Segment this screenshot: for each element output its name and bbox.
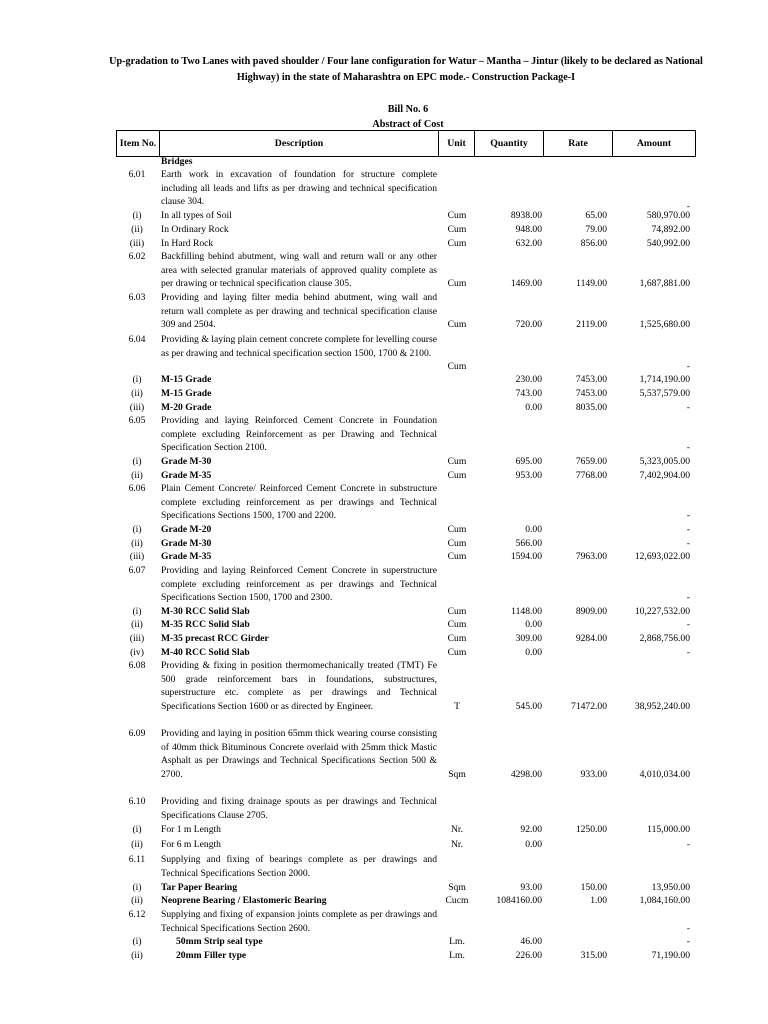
description-cell: Providing and laying filter media behind abutment, wing wall and return wall complete as per drawing and technical specification clause 309 and 2504. bbox=[161, 292, 437, 331]
quantity-cell: 1469.00 bbox=[510, 278, 542, 289]
description-cell: Plain Cement Concrete/ Reinforced Cement Concrete in substructure complete excluding reinforcement as per drawings and Technical Specifications Sections 1500, 1700 and 2200. bbox=[161, 483, 437, 522]
amount-cell: 38,952,240.00 bbox=[634, 701, 690, 712]
rate-cell: 7659.00 bbox=[575, 456, 607, 467]
unit-cell: Cum bbox=[447, 633, 467, 644]
header-rate: Rate bbox=[568, 138, 588, 149]
bill-number: Bill No. 6 bbox=[387, 104, 429, 115]
item-number-cell: (iii) bbox=[129, 402, 145, 413]
description-cell: In all types of Soil bbox=[161, 210, 232, 221]
unit-cell: Lm. bbox=[449, 950, 465, 961]
rate-cell: 315.00 bbox=[580, 950, 607, 961]
rate-cell: 856.00 bbox=[580, 238, 607, 249]
item-number-cell: 6.07 bbox=[128, 565, 146, 576]
quantity-cell: 8938.00 bbox=[510, 210, 542, 221]
rate-cell: 79.00 bbox=[585, 224, 607, 235]
amount-cell: 13,950.00 bbox=[651, 882, 690, 893]
amount-cell: 10,227,532.00 bbox=[634, 606, 690, 617]
description-cell: Providing & laying plain cement concrete complete for levelling course as per drawing and technical specification section 1500, 1700 & 2100. bbox=[161, 334, 437, 359]
rate-cell: 150.00 bbox=[580, 882, 607, 893]
item-number-cell: (ii) bbox=[131, 839, 143, 850]
rate-cell: 1149.00 bbox=[576, 278, 607, 289]
item-number-cell: (i) bbox=[132, 456, 142, 467]
unit-cell: Cucm bbox=[445, 895, 469, 906]
amount-cell: - bbox=[686, 936, 690, 947]
amount-cell: 1,525,680.00 bbox=[639, 319, 690, 330]
item-number-cell: (i) bbox=[132, 606, 142, 617]
description-cell: Backfilling behind abutment, wing wall and return wall or any other area with selected granular materials of approved quality complete as per drawing or technical specification clause 305. bbox=[161, 251, 437, 290]
description-cell: Supplying and fixing of bearings complete as per drawings and Technical Specifications Section 2000. bbox=[161, 854, 437, 879]
description-cell: Grade M-35 bbox=[161, 551, 212, 562]
quantity-cell: 1148.00 bbox=[511, 606, 542, 617]
amount-cell: 1,084,160.00 bbox=[639, 895, 690, 906]
description-cell: For 6 m Length bbox=[161, 839, 221, 850]
description-cell: Bridges bbox=[161, 156, 193, 167]
rate-cell: 1.00 bbox=[590, 895, 607, 906]
item-number-cell: 6.04 bbox=[128, 334, 146, 345]
rate-cell: 8909.00 bbox=[575, 606, 607, 617]
description-cell: M-15 Grade bbox=[161, 374, 212, 385]
quantity-cell: 92.00 bbox=[520, 824, 542, 835]
quantity-cell: 1594.00 bbox=[510, 551, 542, 562]
item-number-cell: 6.08 bbox=[128, 660, 146, 671]
bill-subtitle: Abstract of Cost bbox=[372, 119, 444, 130]
quantity-cell: 226.00 bbox=[515, 950, 542, 961]
rate-cell: 2119.00 bbox=[576, 319, 607, 330]
amount-cell: 1,687,881.00 bbox=[639, 278, 690, 289]
header-unit: Unit bbox=[447, 138, 466, 149]
unit-cell: Lm. bbox=[449, 936, 465, 947]
item-number-cell: (iv) bbox=[130, 647, 144, 658]
description-cell: M-30 RCC Solid Slab bbox=[161, 606, 250, 617]
item-number-cell: 6.05 bbox=[128, 415, 146, 426]
description-cell: M-20 Grade bbox=[161, 402, 212, 413]
rate-cell: 933.00 bbox=[580, 769, 607, 780]
item-number-cell: 6.06 bbox=[128, 483, 146, 494]
amount-cell: - bbox=[686, 510, 690, 521]
item-number-cell: (ii) bbox=[131, 224, 143, 235]
description-cell: Grade M-35 bbox=[161, 470, 212, 481]
quantity-cell: 46.00 bbox=[520, 936, 542, 947]
quantity-cell: 0.00 bbox=[525, 524, 542, 535]
unit-cell: Cum bbox=[447, 606, 467, 617]
amount-cell: 5,537,579.00 bbox=[639, 388, 690, 399]
item-number-cell: (i) bbox=[132, 374, 142, 385]
rate-cell: 9284.00 bbox=[575, 633, 607, 644]
header-item-no: Item No. bbox=[119, 138, 157, 149]
rate-cell: 8035.00 bbox=[575, 402, 607, 413]
item-number-cell: (ii) bbox=[131, 470, 143, 481]
quantity-cell: 93.00 bbox=[520, 882, 542, 893]
description-cell: In Hard Rock bbox=[161, 238, 214, 249]
description-cell: Supplying and fixing of expansion joints complete as per drawings and Technical Specifications Section 2600. bbox=[161, 909, 437, 934]
amount-cell: 5,323,005.00 bbox=[639, 456, 690, 467]
description-cell: M-35 RCC Solid Slab bbox=[161, 619, 250, 630]
rate-cell: 7453.00 bbox=[575, 388, 607, 399]
item-number-cell: (i) bbox=[132, 936, 142, 947]
quantity-cell: 4298.00 bbox=[510, 769, 542, 780]
amount-cell: - bbox=[686, 201, 690, 212]
quantity-cell: 1084160.00 bbox=[496, 895, 542, 906]
description-cell: Providing and laying Reinforced Cement Concrete in superstructure complete excluding reinforcement as per drawings and Technical Specifications Section 1500, 1700 and 2300. bbox=[161, 565, 437, 604]
item-number-cell: (iii) bbox=[129, 633, 145, 644]
unit-cell: Sqm bbox=[448, 882, 466, 893]
amount-cell: 4,010,034.00 bbox=[639, 769, 690, 780]
unit-cell: Cum bbox=[447, 319, 467, 330]
item-number-cell: 6.10 bbox=[128, 796, 146, 807]
unit-cell: Cum bbox=[447, 551, 467, 562]
quantity-cell: 953.00 bbox=[515, 470, 542, 481]
header-quantity: Quantity bbox=[490, 138, 528, 149]
header-amount: Amount bbox=[636, 138, 672, 149]
description-cell: Providing & fixing in position thermomechanically treated (TMT) Fe 500 grade reinforcement bars in foundations, substructures, superstructure etc. complete as per drawings and Technical Specifications Section 1600 or as directed by Engineer. bbox=[161, 660, 437, 712]
item-number-cell: (i) bbox=[132, 524, 142, 535]
unit-cell: Cum bbox=[447, 524, 467, 535]
amount-cell: - bbox=[686, 619, 690, 630]
rate-cell: 1250.00 bbox=[575, 824, 607, 835]
amount-cell: - bbox=[686, 923, 690, 934]
document-title: Up-gradation to Two Lanes with paved shoulder / Four lane configuration for Watur – Mantha – Jintur (likely to be declared as National Highway) in the state of Maharashtra on EPC mode.- Construction Package-I bbox=[109, 56, 703, 83]
unit-cell: Cum bbox=[447, 278, 467, 289]
quantity-cell: 566.00 bbox=[515, 538, 542, 549]
description-cell: M-15 Grade bbox=[161, 388, 212, 399]
item-number-cell: (ii) bbox=[131, 538, 143, 549]
amount-cell: 74,892.00 bbox=[651, 224, 690, 235]
quantity-cell: 545.00 bbox=[515, 701, 542, 712]
description-cell: Neoprene Bearing / Elastomeric Bearing bbox=[161, 895, 327, 906]
quantity-cell: 0.00 bbox=[525, 647, 542, 658]
description-cell: M-40 RCC Solid Slab bbox=[161, 647, 250, 658]
amount-cell: 71,190.00 bbox=[651, 950, 690, 961]
amount-cell: - bbox=[686, 592, 690, 603]
amount-cell: 12,693,022.00 bbox=[634, 551, 690, 562]
item-number-cell: (ii) bbox=[131, 619, 143, 630]
description-cell: For 1 m Length bbox=[161, 824, 221, 835]
quantity-cell: 948.00 bbox=[515, 224, 542, 235]
item-number-cell: 6.03 bbox=[128, 292, 146, 303]
unit-cell: Cum bbox=[447, 456, 467, 467]
quantity-cell: 695.00 bbox=[515, 456, 542, 467]
amount-cell: 580,970.00 bbox=[646, 210, 690, 221]
amount-cell: - bbox=[686, 647, 690, 658]
item-number-cell: 6.11 bbox=[128, 854, 146, 865]
rate-cell: 71472.00 bbox=[571, 701, 607, 712]
quantity-cell: 0.00 bbox=[525, 402, 542, 413]
amount-cell: - bbox=[686, 839, 690, 850]
item-number-cell: (ii) bbox=[131, 388, 143, 399]
description-cell: Earth work in excavation of foundation for structure complete including all leads and lifts as per drawing and technical specification clause 304. bbox=[161, 169, 437, 208]
unit-cell: Nr. bbox=[451, 839, 463, 850]
description-cell: Tar Paper Bearing bbox=[161, 882, 238, 893]
description-cell: Providing and laying in position 65mm thick wearing course consisting of 40mm thick Bituminous Concrete overlaid with 25mm thick Mastic Asphalt as per Drawings and Technical Specifications Section 500 & 2700. bbox=[161, 728, 437, 780]
amount-cell: 540,992.00 bbox=[646, 238, 690, 249]
amount-cell: - bbox=[686, 538, 690, 549]
item-number-cell: (ii) bbox=[131, 950, 143, 961]
description-cell: In Ordinary Rock bbox=[161, 224, 229, 235]
item-number-cell: (i) bbox=[132, 882, 142, 893]
quantity-cell: 309.00 bbox=[515, 633, 542, 644]
rate-cell: 7768.00 bbox=[575, 470, 607, 481]
item-number-cell: (i) bbox=[132, 824, 142, 835]
description-cell: Grade M-20 bbox=[161, 524, 212, 535]
description-cell: 20mm Filler type bbox=[176, 950, 247, 961]
quantity-cell: 720.00 bbox=[515, 319, 542, 330]
unit-cell: Cum bbox=[447, 238, 467, 249]
unit-cell: Cum bbox=[447, 361, 467, 372]
amount-cell: 1,714,190.00 bbox=[639, 374, 690, 385]
item-number-cell: (i) bbox=[132, 210, 142, 221]
rate-cell: 7963.00 bbox=[575, 551, 607, 562]
description-cell: Grade M-30 bbox=[161, 456, 212, 467]
item-number-cell: 6.02 bbox=[128, 251, 146, 262]
unit-cell: Cum bbox=[447, 224, 467, 235]
unit-cell: Cum bbox=[447, 647, 467, 658]
amount-cell: - bbox=[686, 402, 690, 413]
unit-cell: Cum bbox=[447, 619, 467, 630]
quantity-cell: 632.00 bbox=[515, 238, 542, 249]
unit-cell: Cum bbox=[447, 470, 467, 481]
item-number-cell: 6.12 bbox=[128, 909, 146, 920]
rate-cell: 65.00 bbox=[585, 210, 607, 221]
description-cell: Providing and laying Reinforced Cement Concrete in Foundation complete excluding Reinforcement as per Drawing and Technical Specification Section 2100. bbox=[161, 415, 437, 454]
description-cell: M-35 precast RCC Girder bbox=[161, 633, 269, 644]
amount-cell: 2,868,756.00 bbox=[639, 633, 690, 644]
quantity-cell: 0.00 bbox=[525, 619, 542, 630]
header-description: Description bbox=[274, 138, 324, 149]
rate-cell: 7453.00 bbox=[575, 374, 607, 385]
unit-cell: Cum bbox=[447, 210, 467, 221]
description-cell: Providing and fixing drainage spouts as per drawings and Technical Specifications Clause 2705. bbox=[161, 796, 437, 821]
description-cell: 50mm Strip seal type bbox=[176, 936, 263, 947]
unit-cell: T bbox=[454, 701, 460, 712]
item-number-cell: 6.09 bbox=[128, 728, 146, 739]
unit-cell: Sqm bbox=[448, 769, 466, 780]
item-number-cell: (iii) bbox=[129, 551, 145, 562]
quantity-cell: 230.00 bbox=[515, 374, 542, 385]
item-number-cell: 6.01 bbox=[128, 169, 146, 180]
amount-cell: 115,000.00 bbox=[647, 824, 690, 835]
description-cell: Grade M-30 bbox=[161, 538, 212, 549]
item-number-cell: (ii) bbox=[131, 895, 143, 906]
amount-cell: - bbox=[686, 442, 690, 453]
unit-cell: Cum bbox=[447, 538, 467, 549]
amount-cell: - bbox=[686, 361, 690, 372]
item-number-cell: (iii) bbox=[129, 238, 145, 249]
quantity-cell: 743.00 bbox=[515, 388, 542, 399]
quantity-cell: 0.00 bbox=[525, 839, 542, 850]
unit-cell: Nr. bbox=[451, 824, 463, 835]
amount-cell: - bbox=[686, 524, 690, 535]
amount-cell: 7,402,904.00 bbox=[639, 470, 690, 481]
